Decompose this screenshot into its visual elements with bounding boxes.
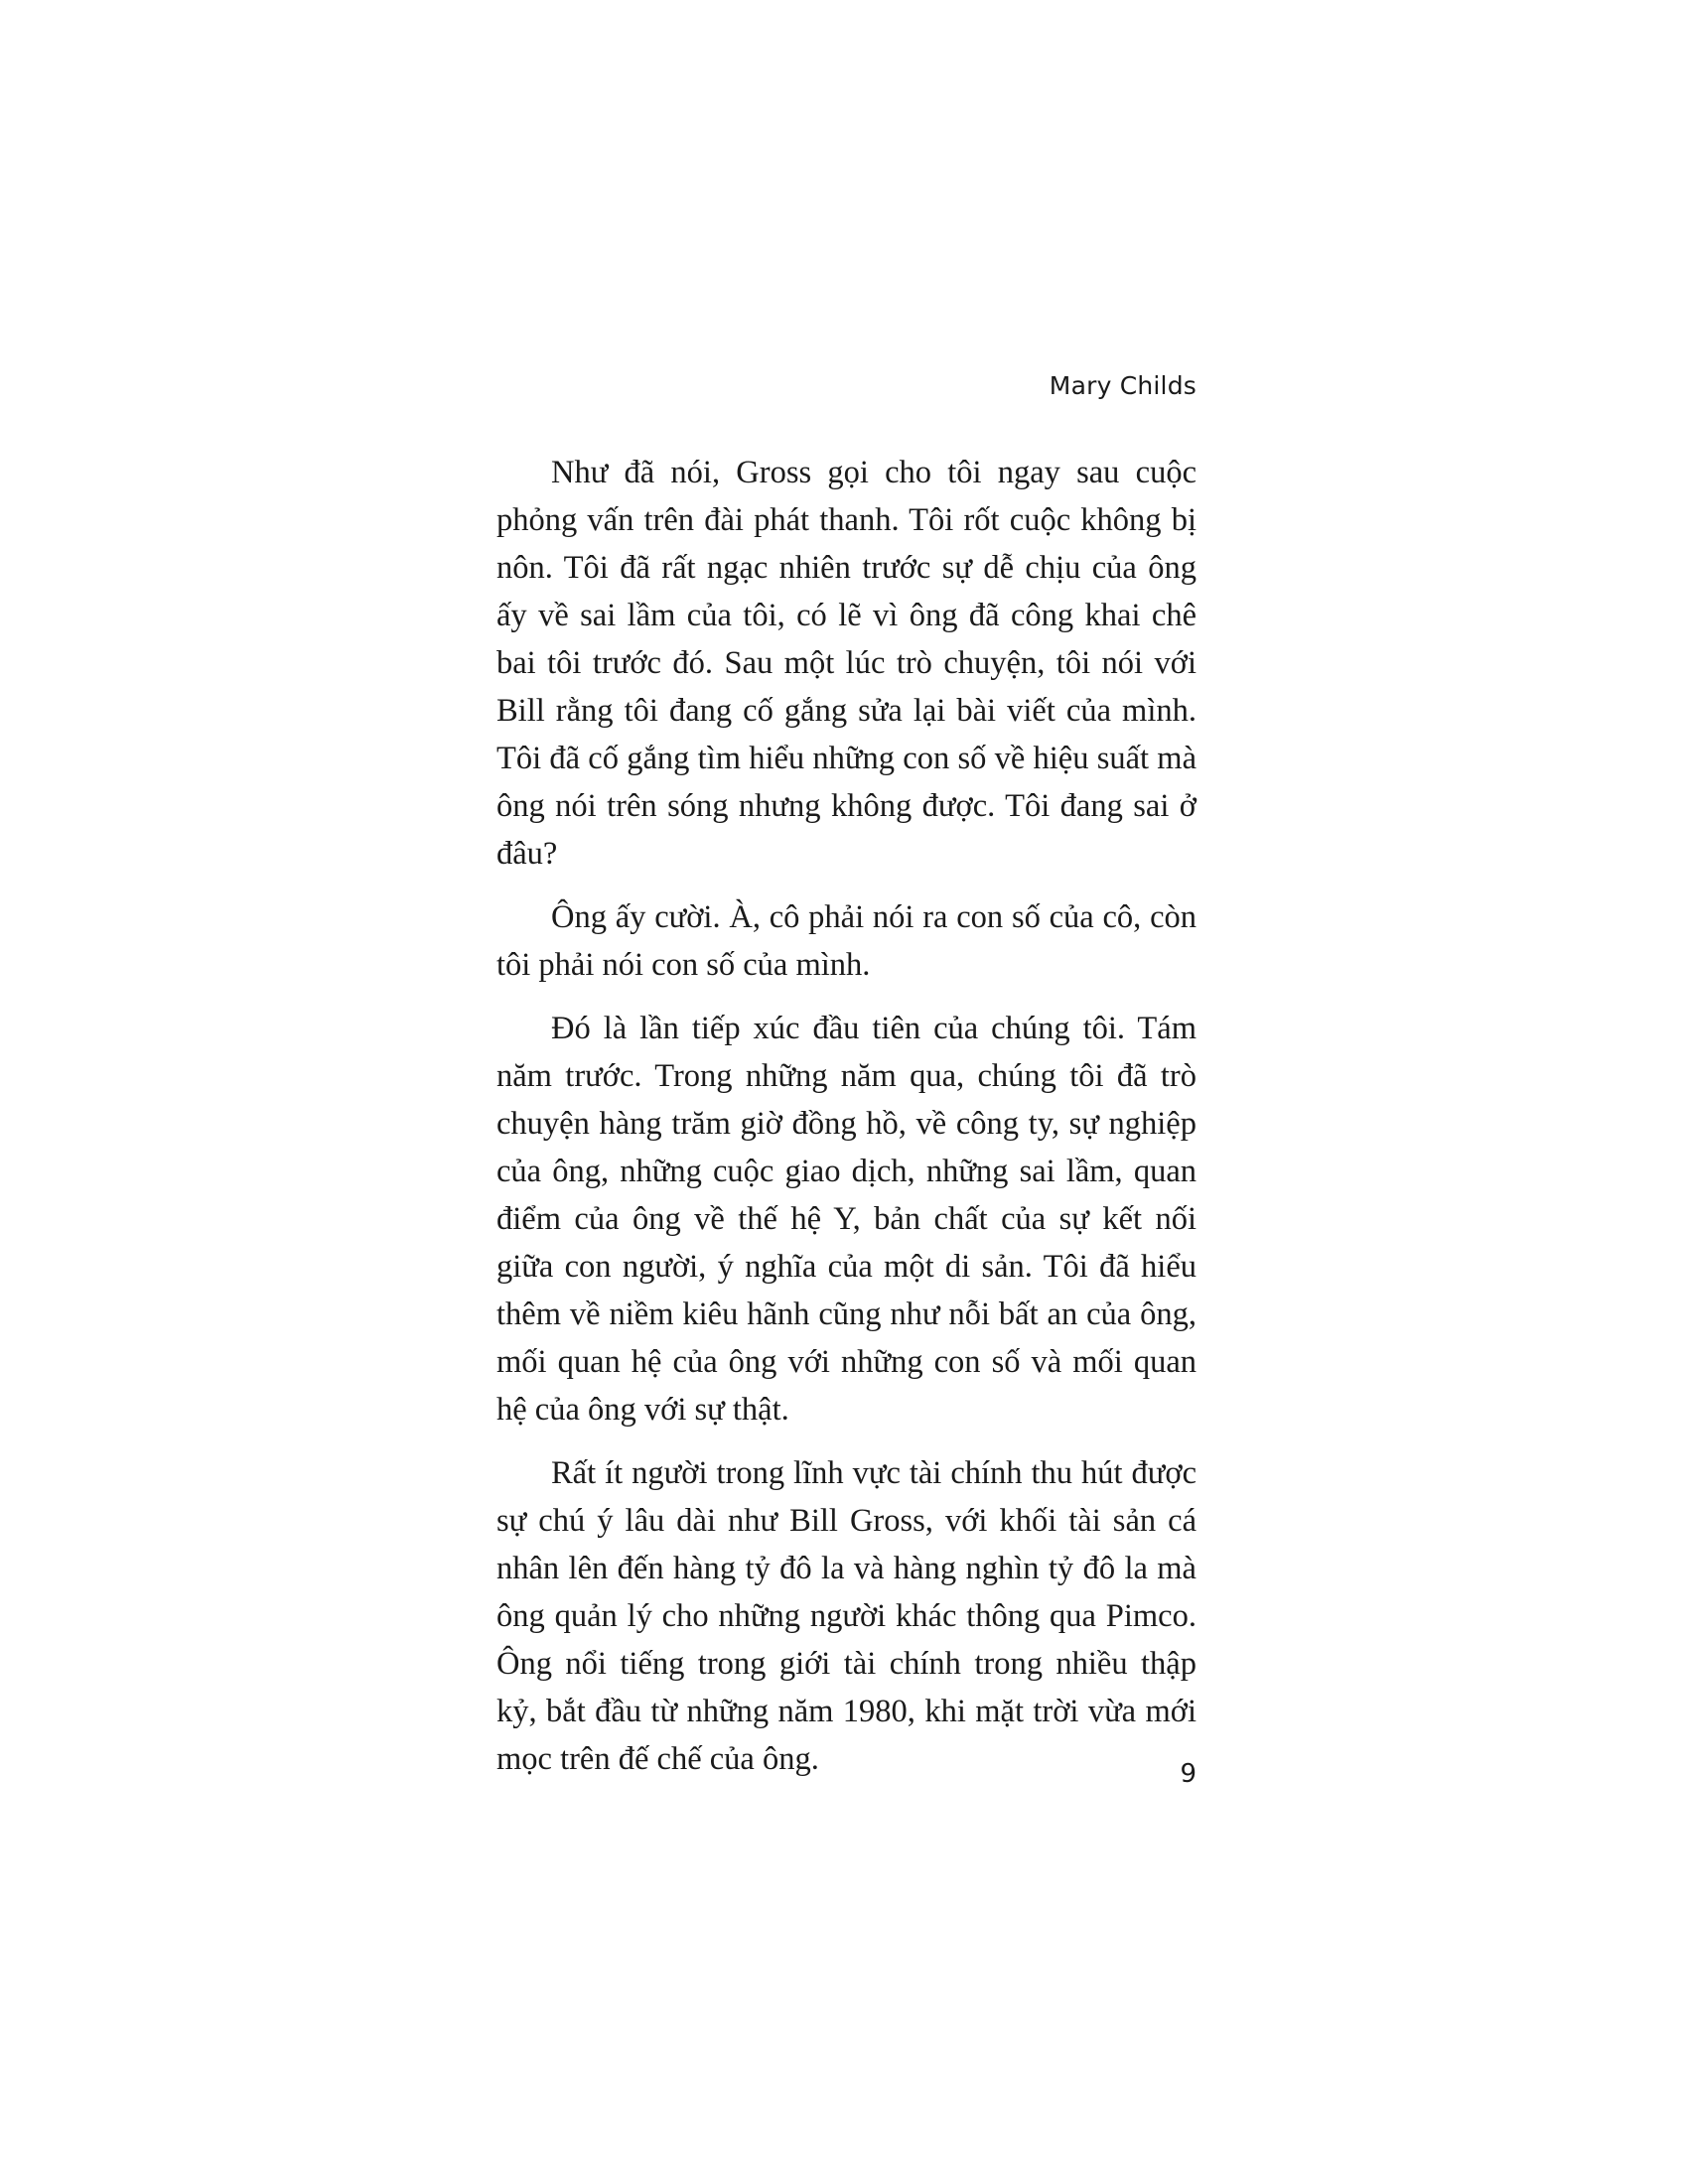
paragraph-2: Ông ấy cười. À, cô phải nói ra con số của cô, còn tôi phải nói con số của mình. bbox=[496, 899, 1196, 983]
paragraph-3: Đó là lần tiếp xúc đầu tiên của chúng tôi. Tám năm trước. Trong những năm qua, chúng tôi đã trò chuyện hàng trăm giờ đồng hồ, về công ty, sự nghiệp của ông, những cuộc giao dịch, những sai lầm, quan điểm của ông về thế hệ Y, bản chất của sự kết nối giữa con người, ý nghĩa của một di sản. Tôi đã hiểu thêm về niềm kiêu hãnh cũng như nỗi bất an của ông, mối quan hệ của ông với những con số và mối quan hệ của ông với sự thật. bbox=[496, 1011, 1196, 1428]
page-number: 9 bbox=[1180, 1759, 1196, 1789]
running-header-author: Mary Childs bbox=[1049, 371, 1196, 400]
body-text bbox=[496, 449, 1196, 1799]
paragraph-1: Như đã nói, Gross gọi cho tôi ngay sau cuộc phỏng vấn trên đài phát thanh. Tôi rốt cuộc không bị nôn. Tôi đã rất ngạc nhiên trước sự dễ chịu của ông ấy về sai lầm của tôi, có lẽ vì ông đã công khai chê bai tôi trước đó. Sau một lúc trò chuyện, tôi nói với Bill rằng tôi đang cố gắng sửa lại bài viết của mình. Tôi đã cố gắng tìm hiểu những con số về hiệu suất mà ông nói trên sóng nhưng không được. Tôi đang sai ở đâu? bbox=[496, 455, 1196, 872]
paragraph-4: Rất ít người trong lĩnh vực tài chính thu hút được sự chú ý lâu dài như Bill Gross, với khối tài sản cá nhân lên đến hàng tỷ đô la và hàng nghìn tỷ đô la mà ông quản lý cho những người khác thông qua Pimco. Ông nổi tiếng trong giới tài chính trong nhiều thập kỷ, bắt đầu từ những năm 1980, khi mặt trời vừa mới mọc trên đế chế của ông. bbox=[496, 1455, 1196, 1777]
